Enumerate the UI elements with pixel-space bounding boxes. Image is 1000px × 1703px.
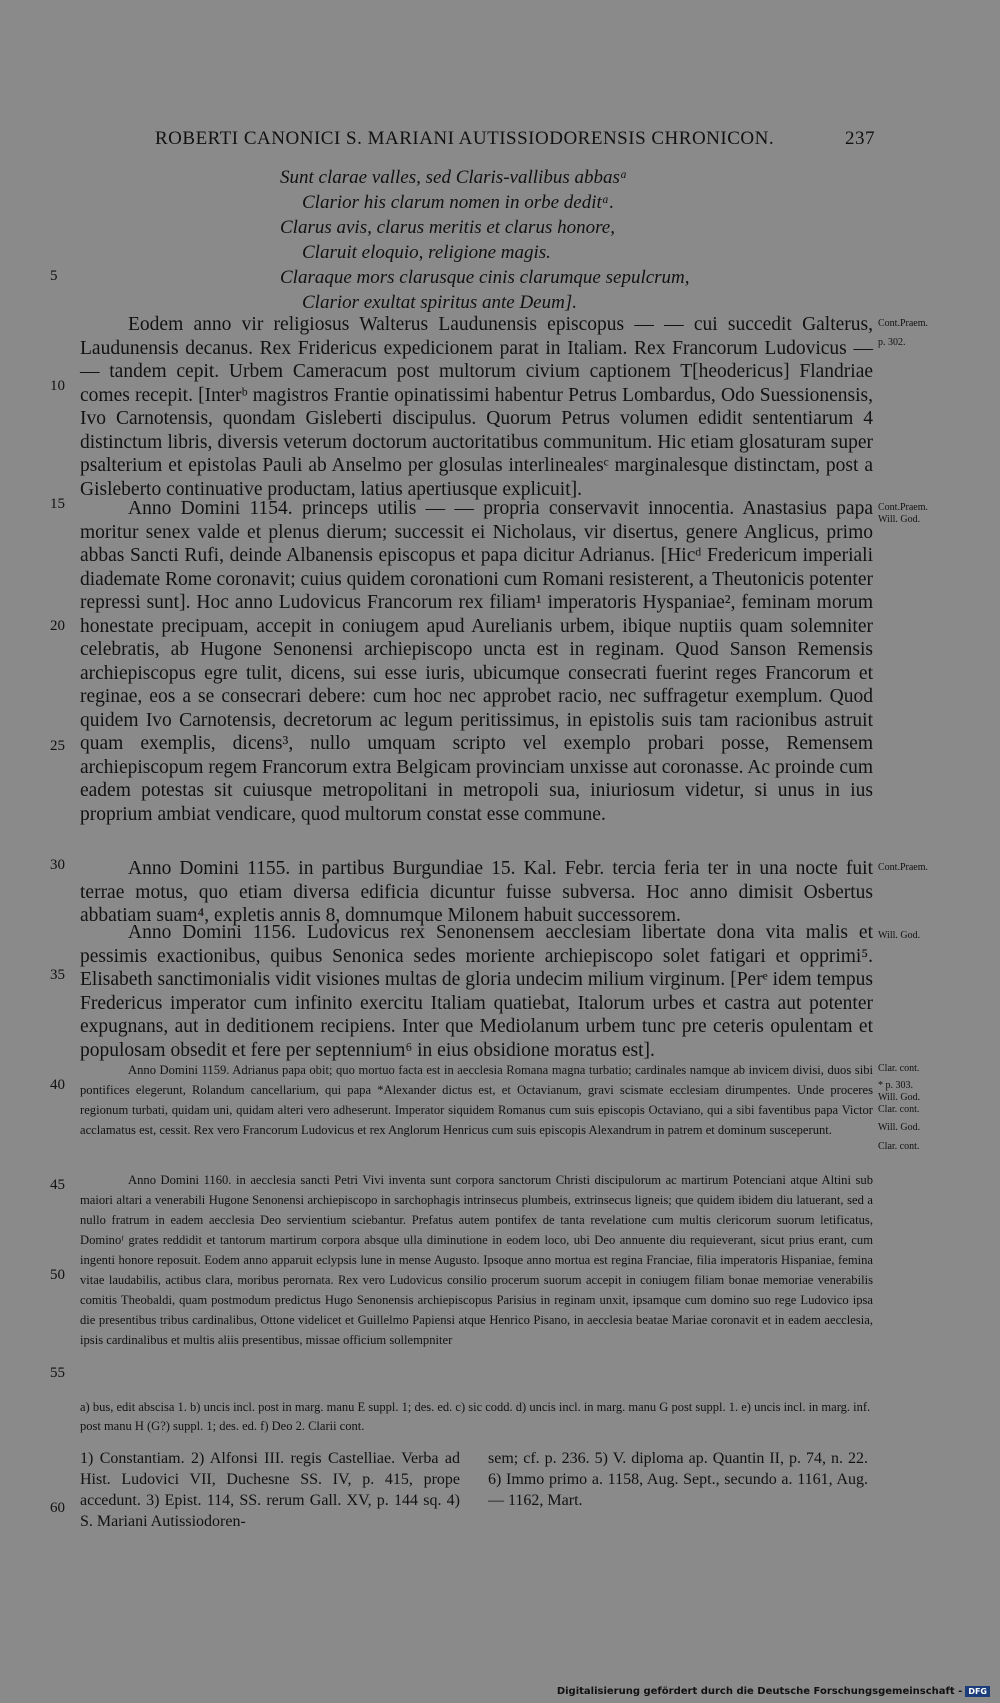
margin-note: Cont.Praem.	[878, 318, 928, 329]
line-number: 25	[50, 738, 65, 754]
dfg-logo: DFG	[965, 1686, 990, 1697]
critical-apparatus: a) bus, edit abscisa 1. b) uncis incl. post in marg. manu E suppl. 1; des. ed. c) sic codd. d) uncis incl. in marg. manu G post suppl. 1. e) uncis incl. in marg. inf. post manu H (G?) suppl. 1; des. ed. f) Deo 2. Clarii cont.	[80, 1400, 871, 1433]
line-number: 45	[50, 1177, 65, 1193]
entry-1160: Anno Domini 1160. in aecclesia sancti Petri Vivi inventa sunt corpora sanctorum Christi discipulorum ac martirum Potenciani atque Altini sub maiori altari a venerabili Hugone Senonensi archiepiscopo in sarchophagis intrinsecus plumbeis, extrinsecus ligneis; que quidem ibidem diu latuerant, sed a nullo fratrum in eadem aecclesia Deo servientium sciebantur. Prefatus autem pontifex de tanta revelatione cum multis clericorum suorum letificatus, Dominoᶠ grates reddidit et tantorum martirum corpora absque ulla diminutione in eodem loco, ubi Deo annuente diu requieverant, sicut prius erant, cum ingenti honore reposuit. Eodem anno apparuit eclypsis lune in mense Augusto. Ipsoque anno mortua est regina Franciae, filia imperatoris Hispaniae, femina vitae laudabilis, actibus clara, moribus perornata. Rex vero Ludovicus consilio procerum suorum accepit in coniugem filiam bonae memoriae venerabilis comitis Theobaldi, quam postmodum predictus Hugo Senonensis archiepiscopus Parisius in reginam unxit, ipsamque cum domino suo rege Ludovico ipsa die presentibus tribus cardinalibus, Ottone videlicet et Guillelmo Papiensi atque Henrico Pisano, in aecclesia beatae Mariae coronavit et in eadem aecclesia, ipsis cardinalibus et multis aliis presentibus, missae officium sollempniter	[80, 1173, 873, 1347]
entry-1159: Anno Domini 1159. Adrianus papa obit; quo mortuo facta est in aecclesia Romana magna turbatio; cardinales namque ab invicem divisi, duos sibi pontifices elegerunt, Rolandum cancellarium, qui papa *Alexander dictus est, et Octavianum, gravi scismate ecclesiam dirumpentes. Unde proceres regionum turbati, quidam uni, quidam alteri vero adheserunt. Imperator siquidem Romanus cum suis episcopis Octaviano, qui a sibi faventibus papa Victor acclamatus est, cessit. Rex vero Francorum Ludovicus et rex Anglorum Henricus cum suis episcopis Alexandrum in patrem et dominum susceperunt.	[80, 1063, 873, 1137]
line-number: 5	[50, 268, 58, 284]
footnotes-right: sem; cf. p. 236. 5) V. diploma ap. Quantin II, p. 74, n. 22. 6) Immo primo a. 1158, Aug. Sept., secundo a. 1161, Aug. — 1162, Mart.	[488, 1450, 868, 1509]
footnotes-left: 1) Constantiam. 2) Alfonsi III. regis Castelliae. Verba ad Hist. Ludovici VII, Duchesne SS. IV, p. 415, prope accedunt. 3) Epist. 114, SS. rerum Gall. XV, p. 144 sq. 4) S. Mariani Autissiodoren-	[80, 1450, 460, 1530]
entry-1155: Anno Domini 1155. in partibus Burgundiae 15. Kal. Febr. tercia feria ter in una nocte fuit terrae motus, quo etiam diversa edificia dicuntur fuisse subversa. Hoc anno dimisit Osbertus abbatiam suam⁴, expletis annis 8, domnumque Milonem habuit successorem.	[80, 858, 873, 926]
page-number: 237	[845, 128, 875, 149]
running-title: ROBERTI CANONICI S. MARIANI AUTISSIODORENSIS CHRONICON.	[155, 128, 775, 149]
margin-note: Clar. cont.	[878, 1063, 920, 1074]
line-number: 60	[50, 1500, 65, 1516]
footer-text: Digitalisierung gefördert durch die Deutsche Forschungsgemeinschaft -	[556, 1686, 963, 1697]
margin-note: Clar. cont.	[878, 1104, 920, 1115]
funding-footer	[557, 1686, 990, 1697]
entry-1153: Eodem anno vir religiosus Walterus Laudunensis episcopus — — cui succedit Galterus, Laudunensis decanus. Rex Fridericus expedicionem parat in Italiam. Rex Francorum Ludovicus — — tandem cepit. Urbem Cameracum post multorum civium captionem T[heodericus] Flandriae comes recepit. [Interᵇ magistros Frantie opinatissimi habentur Petrus Lombardus, Odo Suessionensis, Ivo Carnotensis, quondam Gisleberti discipulus. Quorum Petrus volumen edidit sententiarum 4 distinctum libris, diversis veterum doctorum auctoritatibus communitum. Hic etiam glosaturam super psalterium et epistolas Pauli ab Anselmo per glosulas interlinealesᶜ marginalesque distinctam, post a Gisleberto continuative productam, latius apertiusque explicuit].	[80, 314, 873, 500]
poem	[280, 165, 780, 315]
line-number: 35	[50, 967, 65, 983]
poem-line: Claruit eloquio, religione magis.	[302, 242, 551, 263]
poem-line: Clarior his clarum nomen in orbe deditᵃ.	[302, 192, 615, 213]
line-number: 50	[50, 1267, 65, 1283]
margin-note: * p. 303.	[878, 1080, 913, 1091]
margin-note: p. 302.	[878, 337, 906, 348]
poem-line: Sunt clarae valles, sed Claris-vallibus abbasᵃ	[280, 167, 628, 188]
margin-note: Will. God.	[878, 1122, 921, 1133]
entry-1156: Anno Domini 1156. Ludovicus rex Senonensem aecclesiam libertate dona vita malis et pessimis exactionibus, quibus Senonica sedes moriente archiepiscopo solet fatigari et opprimi⁵. Elisabeth sanctimonialis vidit visiones multas de gloria undecim milium virginum. [Perᵉ idem tempus Fredericus imperator cum infinito exercitu Italiam quatiebat, Italorum urbes et castra aut potenter expugnans, aut in deditionem recipiens. Inter que Mediolanum urbem tunc pre ceteris opulentam et populosam obsedit et fere per septennium⁶ in eius obsidione moratus est].	[80, 922, 873, 1061]
entry-1154: Anno Domini 1154. princeps utilis — — propria conservavit innocentia. Anastasius papa moritur senex valde et plenus dierum; successit ei Nicholaus, vir disertus, genere Anglicus, primo abbas Sancti Rufi, deinde Albanensis episcopus et papa dicitur Adrianus. [Hicᵈ Fredericum imperiali diademate Rome coronavit; cuius quidem coronationi cum Romani resisterent, a Theutonicis potenter repressi sunt]. Hoc anno Ludovicus Francorum rex filiam¹ imperatoris Hyspaniae², feminam morum honestate precipuam, accepit in coniugem apud Aurelianis urbem, ibique nuptiis quam solemniter celebratis, ab Hugone Senonensi archiepiscopo uncta est in reginam. Quod Sanson Remensis archiepiscopus egre tulit, dicens, sui esse iuris, ubicumque consecrati fuerint reges Francorum et reginae, eos a se consecrari debere: cum hoc nec approbet racio, nec suffragetur exemplum. Quod quidem Ivo Carnotensis, decretorum ac legum peritissimus, in epistolis suis tam racionibus astruit quam exemplis, dicens³, nullo umquam scripto vel exemplo probari posse, Remensem archiepiscopum regem Francorum extra Belgicam provinciam unxisse aut coronasse. Ac proinde cum eadem potestas sit cuiusque metropolitani in metropoli sua, iniuriosum videtur, si unus in ius proprium ambiat vendicare, quod multorum constat esse commune.	[80, 498, 873, 825]
poem-line: Clarus avis, clarus meritis et clarus honore,	[280, 217, 615, 238]
margin-note: Cont.Praem.	[878, 502, 928, 513]
poem-line: Clarior exultat spiritus ante Deum].	[302, 292, 577, 313]
margin-note: Will. God.	[878, 1092, 921, 1103]
line-number: 55	[50, 1365, 65, 1381]
poem-line: Claraque mors clarusque cinis clarumque sepulcrum,	[280, 267, 690, 288]
line-number: 30	[50, 857, 65, 873]
margin-note: Will. God.	[878, 930, 921, 941]
margin-note: Clar. cont.	[878, 1141, 920, 1152]
line-number: 20	[50, 618, 65, 634]
margin-note: Cont.Praem.	[878, 862, 928, 873]
margin-note: Will. God.	[878, 514, 921, 525]
line-number: 15	[50, 496, 65, 512]
line-number: 40	[50, 1077, 65, 1093]
line-number: 10	[50, 378, 65, 394]
